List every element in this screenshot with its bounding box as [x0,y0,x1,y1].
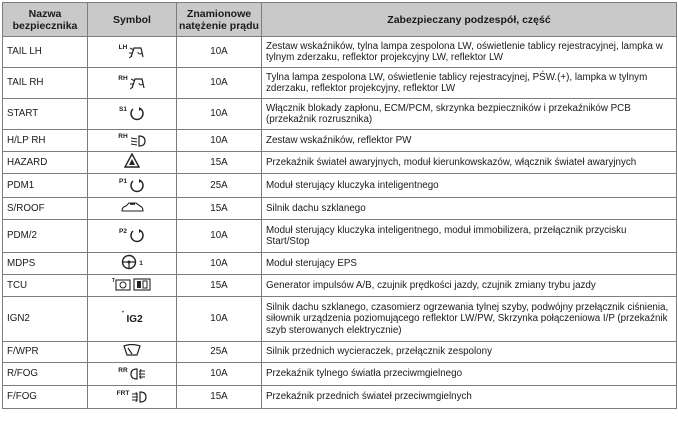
start-arrow-icon [129,106,145,122]
fuse-name: R/FOG [3,363,88,386]
fuse-symbol [88,386,177,409]
table-row [3,297,677,342]
fuse-symbol [88,152,177,174]
front-wiper-icon [123,344,141,356]
headlamp-icon [130,135,146,147]
fuse-name: H/LP RH [3,130,88,152]
fuse-component: Zestaw wskaźników, reflektor PW [262,130,677,152]
symbol-label: P1 [119,177,127,185]
header-symbol: Symbol [88,3,177,37]
table-row [3,37,677,68]
fuse-name: PDM1 [3,174,88,198]
fuse-component: Zestaw wskaźników, tylna lampa zespolona LW, oświetlenie tablicy rejestracyjnej, lampka w tylnym zderzaku, reflektor projekcyjny LW, reflektor LW [262,37,677,68]
fuse-component: Generator impulsów A/B, czujnik prędkości jazdy, czujnik zmiany trybu jazdy [262,275,677,297]
svg-text:T: T [112,277,116,284]
header-fuse-name: Nazwa bezpiecznika [3,3,88,37]
symbol-label: RH [118,133,128,141]
fuse-component: Moduł sterujący EPS [262,253,677,275]
fuse-rating: 10A [177,130,262,152]
tcu-icon [112,277,152,291]
fuse-symbol [88,198,177,220]
hazard-icon [124,153,140,168]
fuse-rating: 10A [177,37,262,68]
fuse-symbol [88,297,177,342]
fuse-rating: 10A [177,99,262,130]
fuse-name: F/FOG [3,386,88,409]
table-row [3,68,677,99]
table-row [3,386,677,409]
fuse-symbol [88,363,177,386]
fuse-component: Moduł sterujący kluczyka inteligentnego, moduł immobilizera, przełącznik przycisku Start/Stop [262,220,677,253]
fuse-component: Moduł sterujący kluczyka inteligentnego [262,174,677,198]
front-fog-icon [131,391,147,403]
fuse-rating: 25A [177,174,262,198]
fuse-component: Przekaźnik tylnego światła przeciwmgielnego [262,363,677,386]
fuse-symbol [88,253,177,275]
fuse-rating: 10A [177,297,262,342]
fuse-symbol [88,130,177,152]
table-header-row [3,3,677,37]
start-arrow-icon [129,178,145,194]
fuse-rating: 25A [177,342,262,363]
fuse-name: TAIL RH [3,68,88,99]
steering-wheel-icon [121,254,137,270]
fuse-component: Włącznik blokady zapłonu, ECM/PCM, skrzynka bezpieczników i przekaźników PCB (przekaźnik rozrusznika) [262,99,677,130]
fuse-symbol [88,37,177,68]
fuse-table [2,2,677,409]
table-row [3,152,677,174]
fuse-component: Silnik dachu szklanego, czasomierz ogrzewania tylnej szyby, podwójny przełącznik ciśnienia, siłownik urządzenia poziomującego reflektor LW/PW, Skrzynka połączeniowa I/P (przekaźnik szyb sterowanych elektrycznie) [262,297,677,342]
table-row [3,275,677,297]
fuse-symbol [88,275,177,297]
fuse-rating: 15A [177,152,262,174]
fuse-name: IGN2 [3,297,88,342]
fuse-component: Silnik przednich wycieraczek, przełącznik zespolony [262,342,677,363]
table-row [3,342,677,363]
header-rating: Znamionowe natężenie prądu [177,3,262,37]
symbol-label: 1 [139,260,143,267]
fuse-name: TAIL LH [3,37,88,68]
fuse-rating: 10A [177,363,262,386]
fuse-name: F/WPR [3,342,88,363]
fuse-name: S/ROOF [3,198,88,220]
symbol-label: RH [118,75,128,83]
table-row [3,174,677,198]
fuse-symbol [88,220,177,253]
symbol-label: FRT [116,389,130,397]
fuse-component: Przekaźnik przednich świateł przeciwmgielnych [262,386,677,409]
fuse-rating: 15A [177,275,262,297]
fuse-symbol [88,174,177,198]
tail-lamp-icon [129,45,145,59]
fuse-rating: 10A [177,220,262,253]
symbol-label: IG2 [126,314,143,326]
fuse-rating: 15A [177,198,262,220]
table-row [3,220,677,253]
header-component: Zabezpieczany podzespół, część [262,3,677,37]
fuse-symbol [88,68,177,99]
start-arrow-icon [129,228,145,244]
table-row [3,363,677,386]
fuse-component: Przekaźnik świateł awaryjnych, moduł kierunkowskazów, włącznik świateł awaryjnych [262,152,677,174]
fuse-component: Silnik dachu szklanego [262,198,677,220]
tail-lamp-icon [130,76,146,90]
symbol-label: RR [118,366,128,374]
table-row [3,198,677,220]
fuse-component: Tylna lampa zespolona LW, oświetlenie tablicy rejestracyjnej, PŚW.(+), lampka w tylnym zderzaku, reflektor projekcyjny, reflektor LW [262,68,677,99]
fuse-rating: 10A [177,68,262,99]
fuse-name: START [3,99,88,130]
ign-icon: ⁺ [121,311,125,318]
table-row [3,130,677,152]
fuse-rating: 10A [177,253,262,275]
fuse-name: MDPS [3,253,88,275]
fuse-name: TCU [3,275,88,297]
fuse-symbol [88,342,177,363]
table-row [3,99,677,130]
fuse-symbol [88,99,177,130]
table-row [3,253,677,275]
sunroof-icon [120,201,144,213]
symbol-label: S1 [119,106,127,114]
rear-fog-icon [130,368,146,380]
symbol-label: LH [118,44,128,52]
fuse-rating: 15A [177,386,262,409]
fuse-name: HAZARD [3,152,88,174]
fuse-name: PDM/2 [3,220,88,253]
symbol-label: P2 [119,228,127,236]
